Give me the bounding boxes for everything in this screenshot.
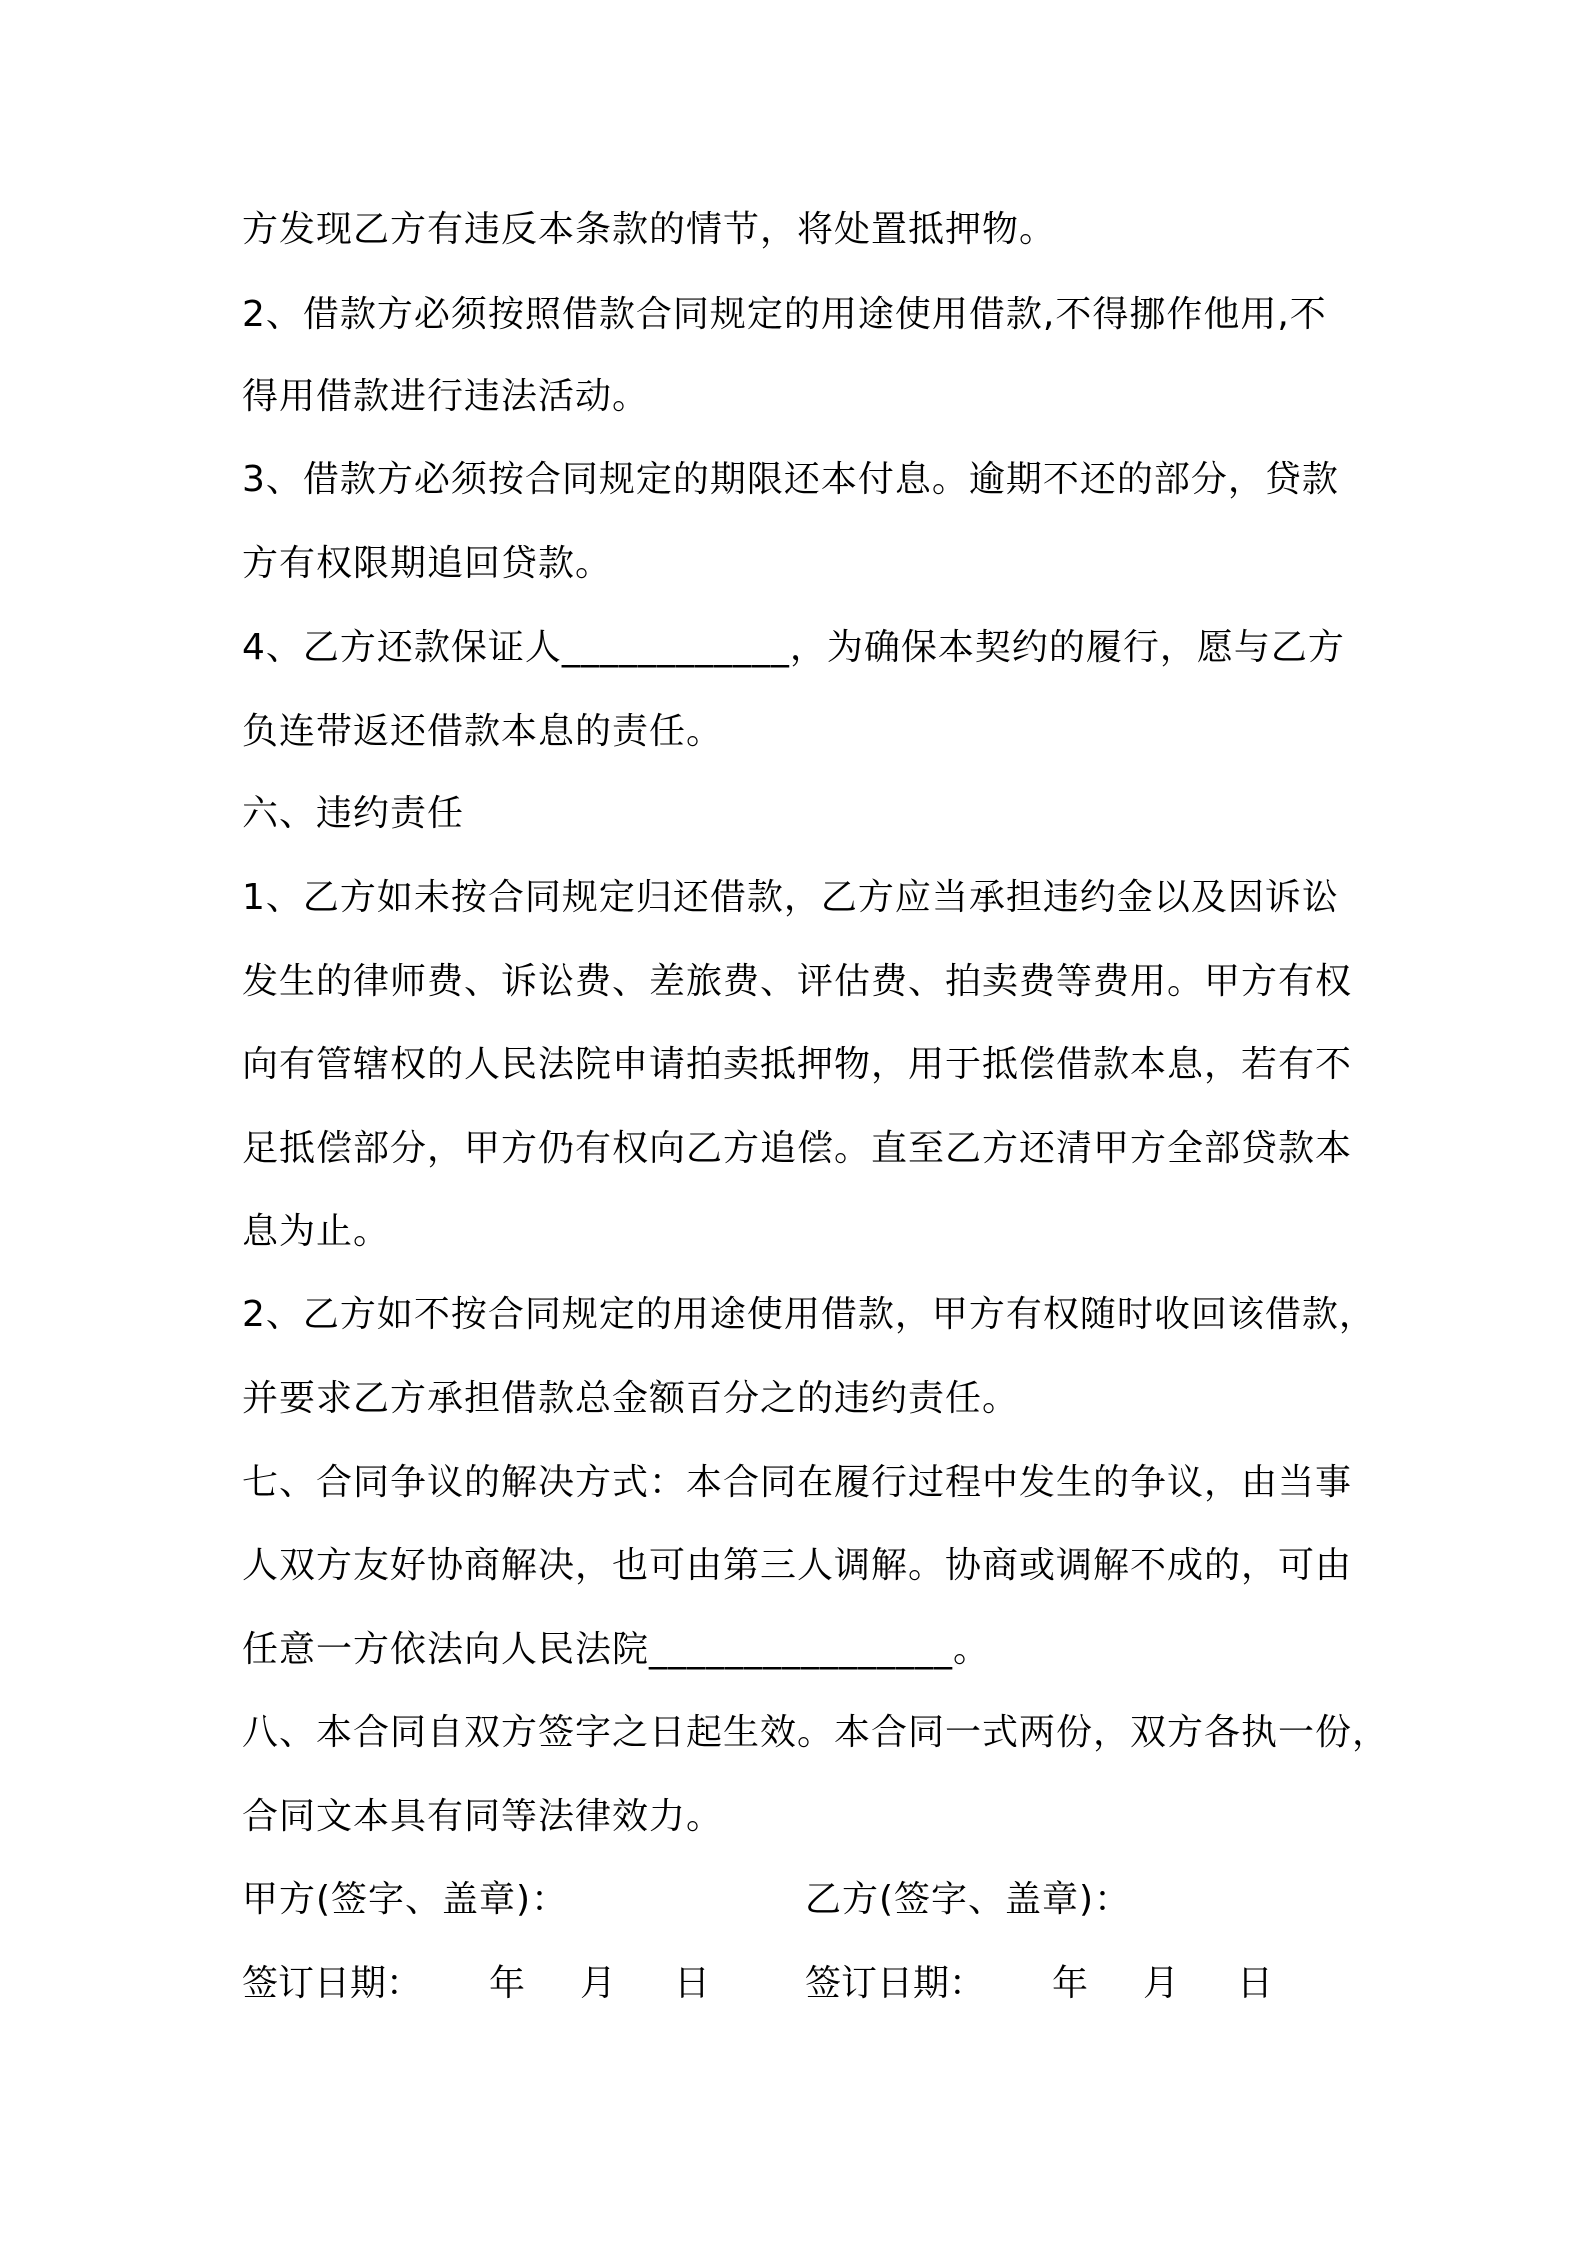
- year-label: 年: [489, 1963, 526, 2004]
- paragraph-line: 1、乙方如未按合同规定归还借款，乙方应当承担违约金以及因诉讼: [242, 877, 1339, 918]
- day-label: 日: [1237, 1963, 1274, 2004]
- month-label: 月: [580, 1963, 617, 2004]
- date-label: 签订日期：: [242, 1963, 423, 2004]
- paragraph-line: 3、借款方必须按合同规定的期限还本付息。逾期不还的部分，贷款: [242, 459, 1339, 500]
- paragraph-line: 得用借款进行违法活动。: [242, 376, 650, 417]
- month-label: 月: [1143, 1963, 1180, 2004]
- paragraph-line: 方发现乙方有违反本条款的情节，将处置抵押物。: [242, 209, 1057, 250]
- paragraph-line: 并要求乙方承担借款总金额百分之的违约责任。: [242, 1378, 1020, 1419]
- party-b-signature-label: 乙方(签字、盖章)：: [805, 1879, 1132, 1920]
- paragraph-line: 足抵偿部分，甲方仍有权向乙方追偿。直至乙方还清甲方全部贷款本: [242, 1128, 1353, 1169]
- paragraph-line: 任意一方依法向人民法院________________。: [242, 1629, 991, 1670]
- party-a-sign-date: [242, 1962, 762, 2006]
- paragraph-line: 合同文本具有同等法律效力。: [242, 1796, 724, 1837]
- section-heading: 六、违约责任: [242, 793, 465, 834]
- paragraph-line: 向有管辖权的人民法院申请拍卖抵押物，用于抵偿借款本息，若有不: [242, 1044, 1353, 1085]
- party-a-signature-label: 甲方(签字、盖章)：: [242, 1879, 569, 1920]
- paragraph-line: 发生的律师费、诉讼费、差旅费、评估费、拍卖费等费用。甲方有权: [242, 961, 1353, 1002]
- paragraph-line: 七、合同争议的解决方式：本合同在履行过程中发生的争议，由当事: [242, 1462, 1353, 1503]
- paragraph-line: 人双方友好协商解决，也可由第三人调解。协商或调解不成的，可由: [242, 1545, 1353, 1586]
- year-label: 年: [1052, 1963, 1089, 2004]
- paragraph-line: 负连带返还借款本息的责任。: [242, 711, 724, 752]
- paragraph-line: 八、本合同自双方签字之日起生效。本合同一式两份，双方各执一份，: [242, 1712, 1390, 1753]
- day-label: 日: [674, 1963, 711, 2004]
- date-label: 签订日期：: [805, 1963, 986, 2004]
- paragraph-line: 2、借款方必须按照借款合同规定的用途使用借款,不得挪作他用,不: [242, 294, 1327, 335]
- paragraph-line: 方有权限期追回贷款。: [242, 543, 613, 584]
- paragraph-line: 息为止。: [242, 1211, 391, 1252]
- paragraph-line: 2、乙方如不按合同规定的用途使用借款，甲方有权随时收回该借款，: [242, 1294, 1376, 1335]
- paragraph-line: 4、乙方还款保证人____________，为确保本契约的履行，愿与乙方: [242, 627, 1345, 668]
- party-b-sign-date: [805, 1962, 1325, 2006]
